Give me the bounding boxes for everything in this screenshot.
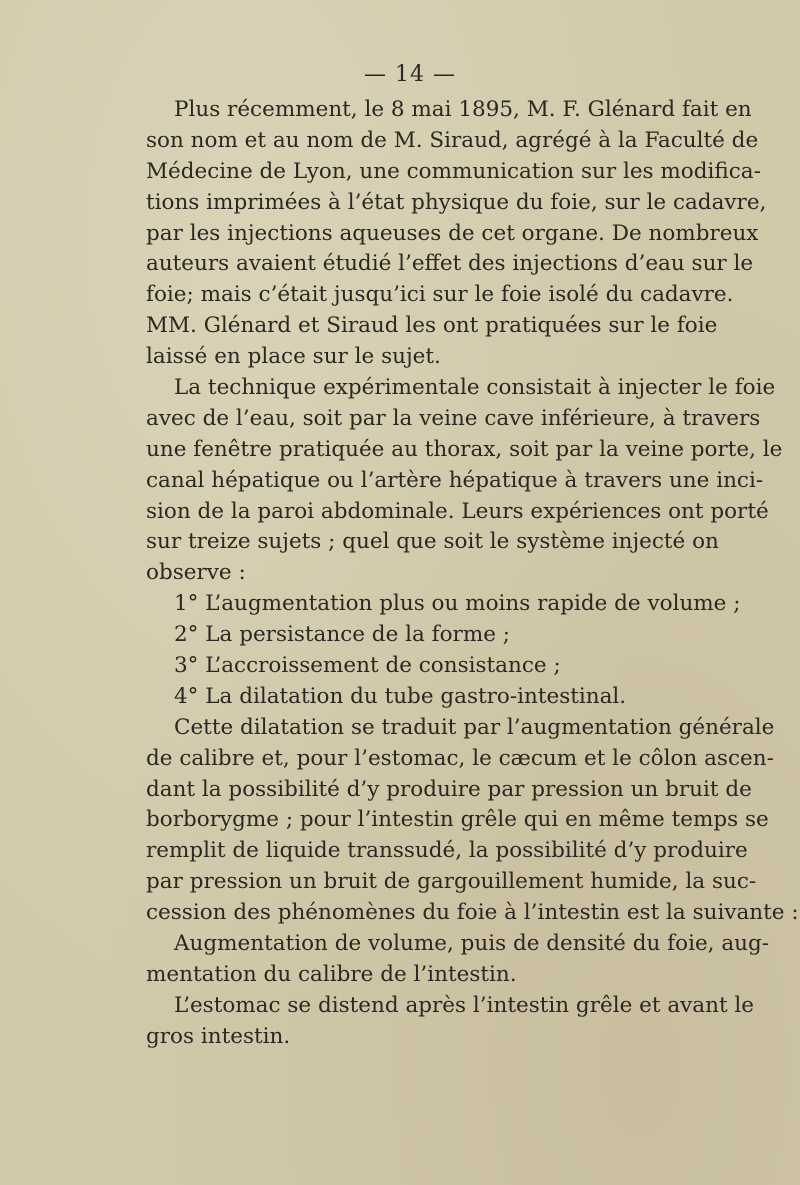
text-line: son nom et au nom de M. Siraud, agrégé à la Faculté de [146,127,759,153]
text-line: une fenêtre pratiquée au thorax, soit par la veine porte, le [146,436,783,462]
text-line: 3° L’accroissement de consistance ; [174,653,561,679]
text-line: avec de l’eau, soit par la veine cave inférieure, à travers [146,405,761,431]
text-line: par pression un bruit de gargouillement humide, la suc- [146,869,757,895]
text-line: auteurs avaient étudié l’effet des injections d’eau sur le [146,251,754,277]
text-line: cession des phénomènes du foie à l’intestin est la suivante : [146,900,799,926]
text-line: par les injections aqueuses de cet organe. De nombreux [146,220,759,246]
text-line: L’estomac se distend après l’intestin grêle et avant le [174,992,755,1018]
text-line: Augmentation de volume, puis de densité du foie, aug- [174,931,770,957]
text-line: observe : [146,560,246,586]
text-line: borborygme ; pour l’intestin grêle qui en même temps se [146,807,769,833]
text-line: dant la possibilité d’y produire par pression un bruit de [146,776,752,802]
text-line: sur treize sujets ; quel que soit le système injecté on [146,529,719,555]
page-number: — 14 — [364,62,456,87]
text-line: Plus récemment, le 8 mai 1895, M. F. Glénard fait en [174,97,752,122]
text-line: Cette dilatation se traduit par l’augmentation générale [174,714,775,740]
text-line: canal hépatique ou l’artère hépatique à travers une inci- [146,467,764,493]
text-line: Médecine de Lyon, une communication sur les modifica- [146,158,761,184]
text-line: La technique expérimentale consistait à injecter le foie [174,375,776,401]
text-line: remplit de liquide transsudé, la possibilité d’y produire [146,838,748,864]
text-line: laissé en place sur le sujet. [146,344,441,370]
text-line: 4° La dilatation du tube gastro-intestinal. [174,683,627,709]
text-line: gros intestin. [146,1023,291,1049]
text-line: MM. Glénard et Siraud les ont pratiquées sur le foie [146,313,718,339]
text-line: tions imprimées à l’état physique du foie, sur le cadavre, [146,189,767,215]
text-line: 2° La persistance de la forme ; [174,622,511,648]
body-text [146,95,799,1053]
text-line: sion de la paroi abdominale. Leurs expériences ont porté [146,498,769,524]
text-line: mentation du calibre de l’intestin. [146,961,517,987]
text-line: foie; mais c’était jusqu’ici sur le foie isolé du cadavre. [146,282,734,308]
text-line: de calibre et, pour l’estomac, le cæcum et le côlon ascen- [146,745,774,771]
text-line: 1° L’augmentation plus ou moins rapide de volume ; [174,591,741,617]
